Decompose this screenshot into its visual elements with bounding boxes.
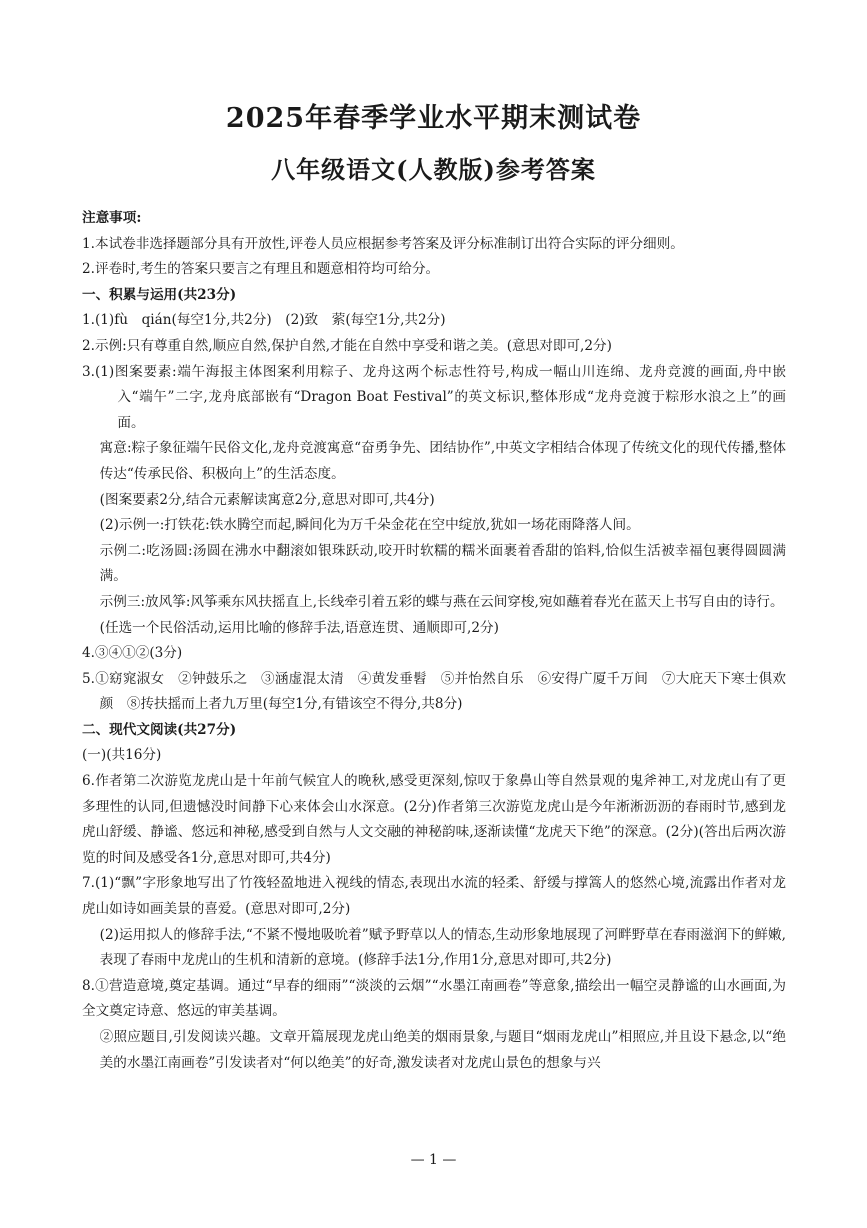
answer-q3-1: 3.(1)图案要素:端午海报主体图案利用粽子、龙舟这两个标志性符号,构成一幅山川连绵、龙舟竞渡的画面,舟中嵌入“端午”二字,龙舟底部嵌有“Dragon Boat Festival”的英文标识,整体形成“龙舟竞渡于粽形水浪之上”的画面。 — [82, 363, 786, 431]
page-number: — 1 — — [410, 1152, 457, 1168]
answer-body — [82, 206, 786, 1076]
answer-q3-2-example-2: 示例二:吃汤圆:汤圆在沸水中翻滚如银珠跃动,咬开时软糯的糯米面裹着香甜的馅料,恰似生活被幸福包裹得圆圆满满。 — [99, 542, 786, 585]
answer-q3-score: (图案要素2分,结合元素解读寓意2分,意思对即可,共4分) — [99, 491, 435, 508]
answer-q3-2-score: (任选一个民俗活动,运用比喻的修辞手法,语意连贯、通顺即可,2分) — [99, 619, 499, 636]
answer-q3-2-example-1: (2)示例一:打铁花:铁水腾空而起,瞬间化为万千朵金花在空中绽放,犹如一场花雨降落人间。 — [99, 517, 640, 534]
answer-q4: 4.③④①②(3分) — [82, 645, 183, 662]
section-heading: 一、积累与运用(共23分) — [82, 286, 237, 303]
notice-item: 1.本试卷非选择题部分具有开放性,评卷人员应根据参考答案及评分标准制订出符合实际的评分细则。 — [82, 235, 684, 252]
answer-q8-1: 8.①营造意境,奠定基调。通过“早春的细雨”“淡淡的云烟”“水墨江南画卷”等意象,描绘出一幅空灵静谧的山水画面,为全文奠定诗意、悠远的审美基调。 — [82, 977, 786, 1020]
section-heading: 二、现代文阅读(共27分) — [82, 721, 237, 738]
answer-q7-2: (2)运用拟人的修辞手法,“不紧不慢地吸吮着”赋予野草以人的情态,生动形象地展现了河畔野草在春雨滋润下的鲜嫩,表现了春雨中龙虎山的生机和清新的意境。(修辞手法1分,作用1分,意思对即可,共2分) — [99, 926, 786, 969]
answer-q5: 5.①窈窕淑女 ②钟鼓乐之 ③涵虚混太清 ④黄发垂髫 ⑤并怡然自乐 ⑥安得广厦千万间 ⑦大庇天下寒士俱欢颜 ⑧抟扶摇而上者九万里(每空1分,有错该空不得分,共8分) — [82, 670, 786, 713]
answer-q7-1: 7.(1)“飘”字形象地写出了竹筏轻盈地进入视线的情态,表现出水流的轻柔、舒缓与撑篙人的悠然心境,流露出作者对龙虎山如诗如画美景的喜爱。(意思对即可,2分) — [82, 875, 786, 918]
answer-q6: 6.作者第二次游览龙虎山是十年前气候宜人的晚秋,感受更深刻,惊叹于象鼻山等自然景观的鬼斧神工,对龙虎山有了更多理性的认同,但遗憾没时间静下心来体会山水深意。(2分)作者第三次游览龙虎山是今年淅淅沥沥的春雨时节,感到龙虎山舒缓、静谧、悠远和神秘,感受到自然与人文交融的神秘韵味,逐渐读懂“龙虎天下绝”的深意。(2分)(答出后两次游览的时间及感受各1分,意思对即可,共4分) — [82, 773, 786, 866]
answer-q8-2: ②照应题目,引发阅读兴趣。文章开篇展现龙虎山绝美的烟雨景象,与题目“烟雨龙虎山”相照应,并且设下悬念,以“绝美的水墨江南画卷”引发读者对“何以绝美”的好奇,激发读者对龙虎山景色的想象与兴 — [99, 1029, 786, 1071]
answer-q3-meaning: 寓意:粽子象征端午民俗文化,龙舟竞渡寓意“奋勇争先、团结协作”,中英文字相结合体现了传统文化的现代传播,整体传达“传承民俗、积极向上”的生活态度。 — [99, 440, 786, 482]
notice-item: 2.评卷时,考生的答案只要言之有理且和题意相符均可给分。 — [82, 261, 440, 278]
answer-q3-2-example-3: 示例三:放风筝:风筝乘东风扶摇直上,长线牵引着五彩的蝶与燕在云间穿梭,宛如蘸着春光在蓝天上书写自由的诗行。 — [99, 593, 784, 610]
subsection-heading: (一)(共16分) — [82, 747, 162, 764]
page-title: 2025年春季学业水平期末测试卷 — [225, 103, 642, 134]
answer-q1: 1.(1)fù qián(每空1分,共2分) (2)致 萦(每空1分,共2分) — [82, 312, 446, 329]
answer-q2: 2.示例:只有尊重自然,顺应自然,保护自然,才能在自然中享受和谐之美。(意思对即可,2分) — [82, 337, 612, 354]
notice-heading: 注意事项: — [82, 210, 142, 226]
page-subtitle: 八年级语文(人教版)参考答案 — [271, 155, 596, 184]
